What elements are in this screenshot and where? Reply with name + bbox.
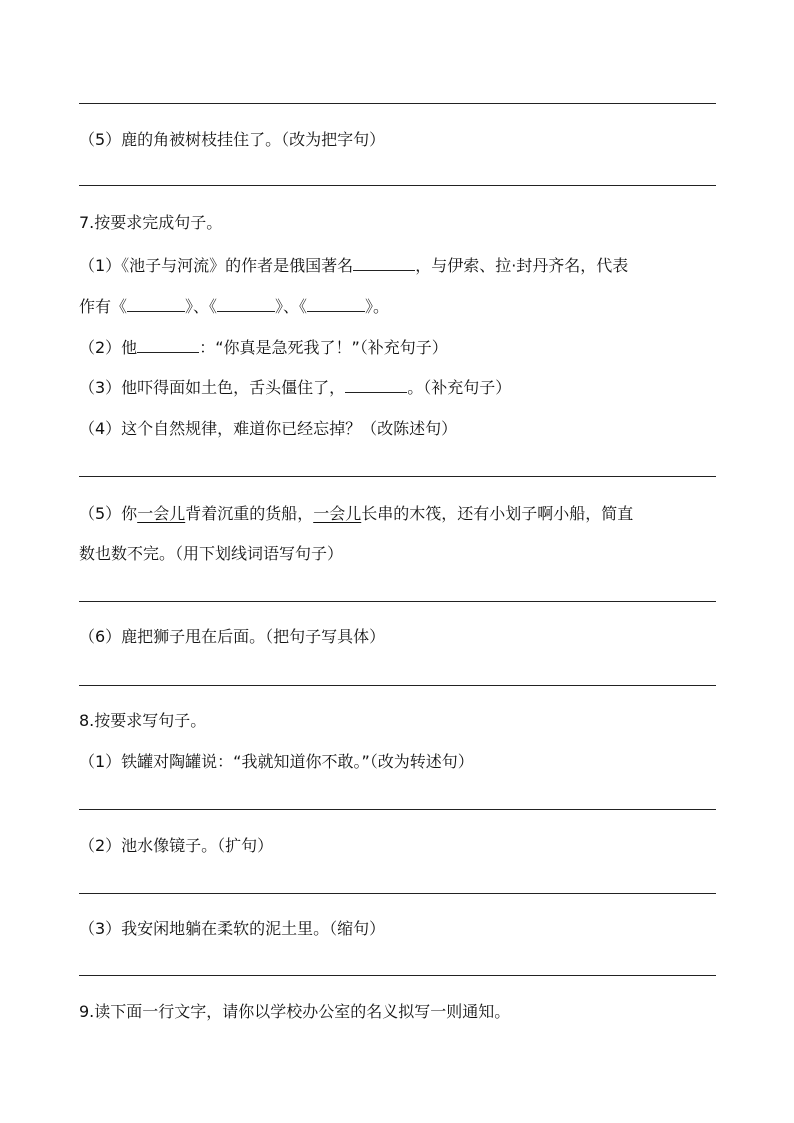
q8-item-2: （2）池水像镜子。（扩句） bbox=[79, 836, 274, 855]
answer-line[interactable] bbox=[79, 685, 716, 686]
q9-title: 9.读下面一行文字，请你以学校办公室的名义拟写一则通知。 bbox=[79, 1002, 511, 1021]
underlined-word: 一会儿 bbox=[313, 504, 362, 523]
q7-item-6: （6）鹿把狮子甩在后面。（把句子写具体） bbox=[79, 627, 386, 646]
q7-item-1-text-a: （1）《池子与河流》的作者是俄国著名 bbox=[79, 256, 354, 275]
fill-blank[interactable] bbox=[345, 377, 407, 393]
answer-line[interactable] bbox=[79, 476, 716, 477]
q7-item-1-cont bbox=[79, 296, 389, 317]
q7-item-1-text-c2: 》、《 bbox=[185, 297, 218, 316]
q7-item-4: （4）这个自然规律，难道你已经忘掉？（改陈述句） bbox=[79, 419, 458, 438]
q7-item-2-text-a: （2）他 bbox=[79, 338, 138, 357]
fill-blank[interactable] bbox=[127, 296, 185, 312]
q7-item-1-text-b: ，与伊索、拉·封丹齐名，代表 bbox=[415, 256, 629, 275]
fill-blank[interactable] bbox=[217, 296, 275, 312]
q7-item-1-text-c3: 》、《 bbox=[275, 297, 308, 316]
q7-item-3-text-b: 。（补充句子） bbox=[407, 378, 512, 397]
q6-item-5 bbox=[79, 130, 385, 150]
q7-item-5-text-a: （5）你 bbox=[79, 504, 138, 523]
underlined-word: 一会儿 bbox=[137, 504, 186, 523]
q7-item-1-text-c1: 作有《 bbox=[79, 297, 128, 316]
q8-item-3: （3）我安闲地躺在柔软的泥土里。（缩句） bbox=[79, 919, 386, 938]
answer-line[interactable] bbox=[79, 809, 716, 810]
q8-item-1: （1）铁罐对陶罐说：“我就知道你不敢。”（改为转述句） bbox=[79, 752, 474, 771]
q7-item-5-text-c: 长串的木筏，还有小划子啊小船，简直 bbox=[361, 504, 634, 523]
fill-blank[interactable] bbox=[307, 296, 365, 312]
q7-item-5 bbox=[79, 504, 633, 524]
answer-line[interactable] bbox=[79, 103, 716, 104]
q6-item-5-text: （5）鹿的角被树枝挂住了。（改为把字句） bbox=[79, 130, 386, 149]
q7-item-5-text-b: 背着沉重的货船， bbox=[185, 504, 314, 523]
q7-item-5-cont: 数也数不完。（用下划线词语写句子） bbox=[79, 544, 344, 563]
q7-item-2 bbox=[79, 337, 448, 358]
answer-line[interactable] bbox=[79, 893, 716, 894]
fill-blank[interactable] bbox=[137, 337, 199, 353]
q7-title: 7.按要求完成句子。 bbox=[79, 213, 223, 232]
answer-line[interactable] bbox=[79, 185, 716, 186]
answer-line[interactable] bbox=[79, 601, 716, 602]
answer-line[interactable] bbox=[79, 975, 716, 976]
q7-item-2-text-b: ：“你真是急死我了！”（补充句子） bbox=[199, 338, 448, 357]
q7-item-1 bbox=[79, 255, 628, 276]
q7-item-3 bbox=[79, 377, 511, 398]
q8-title: 8.按要求写句子。 bbox=[79, 711, 207, 730]
q7-item-1-text-c4: 》。 bbox=[365, 297, 390, 316]
q7-item-3-text-a: （3）他吓得面如土色，舌头僵住了， bbox=[79, 378, 346, 397]
fill-blank[interactable] bbox=[353, 255, 415, 271]
